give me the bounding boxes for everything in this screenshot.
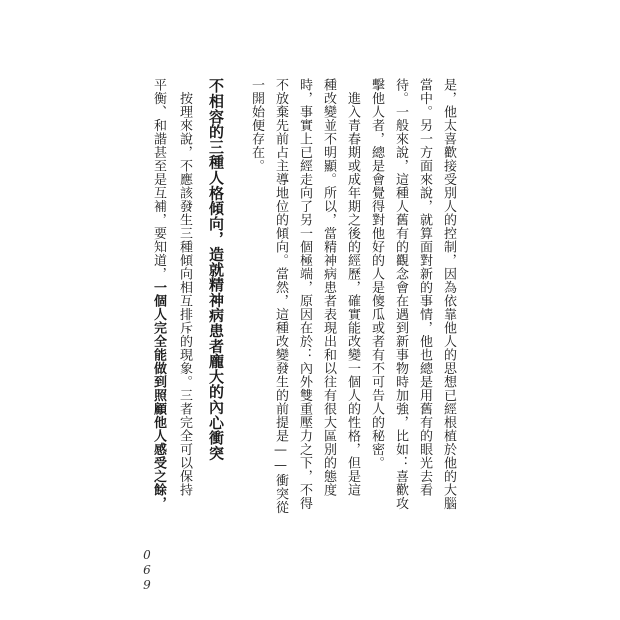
text-run-bold: 一個人完全能做到照顧他人感受之餘， bbox=[151, 280, 166, 510]
text-column-11 bbox=[152, 78, 165, 510]
text-column-2: 當中。另一方面來說，就算面對新的事情，他也總是用舊有的眼光去看 bbox=[417, 78, 432, 497]
text-column-9: 一開始便存在。 bbox=[249, 78, 264, 173]
text-run-normal: 平衡、和諧甚至是互補，要知道， bbox=[151, 78, 166, 281]
text-column-8: 不放棄先前占主導地位的傾向。當然，這種改變發生的前提是——衝突從 bbox=[273, 78, 288, 514]
text-column-7: 時，事實上已經走向了另一個極端，原因在於：內外雙重壓力之下，不得 bbox=[297, 78, 312, 510]
section-heading: 不相容的三種人格傾向，造就精神病患者龐大的內心衝突 bbox=[207, 78, 225, 461]
text-column-5: 進入青春期或成年期之後的經歷，確實能改變一個人的性格，但是這 bbox=[345, 78, 360, 497]
text-column-6: 種改變並不明顯。所以，當精神病患者表現出和以往有很大區別的態度 bbox=[321, 78, 336, 497]
text-column-10: 按理來說，不應該發生三種傾向相互排斥的現象。三者完全可以保持 bbox=[177, 78, 192, 497]
page-number: 069 bbox=[140, 548, 154, 593]
text-column-1: 是，他太喜歡接受別人的控制，因為依靠他人的思想已經根植於他的大腦 bbox=[441, 78, 456, 510]
text-column-4: 擊他人者，總是會覺得對他好的人是傻瓜或者有不可告人的秘密。 bbox=[369, 78, 384, 470]
text-column-3: 待。一般來說，這種人舊有的觀念會在遇到新事物時加強，比如：喜歡攻 bbox=[393, 78, 408, 510]
